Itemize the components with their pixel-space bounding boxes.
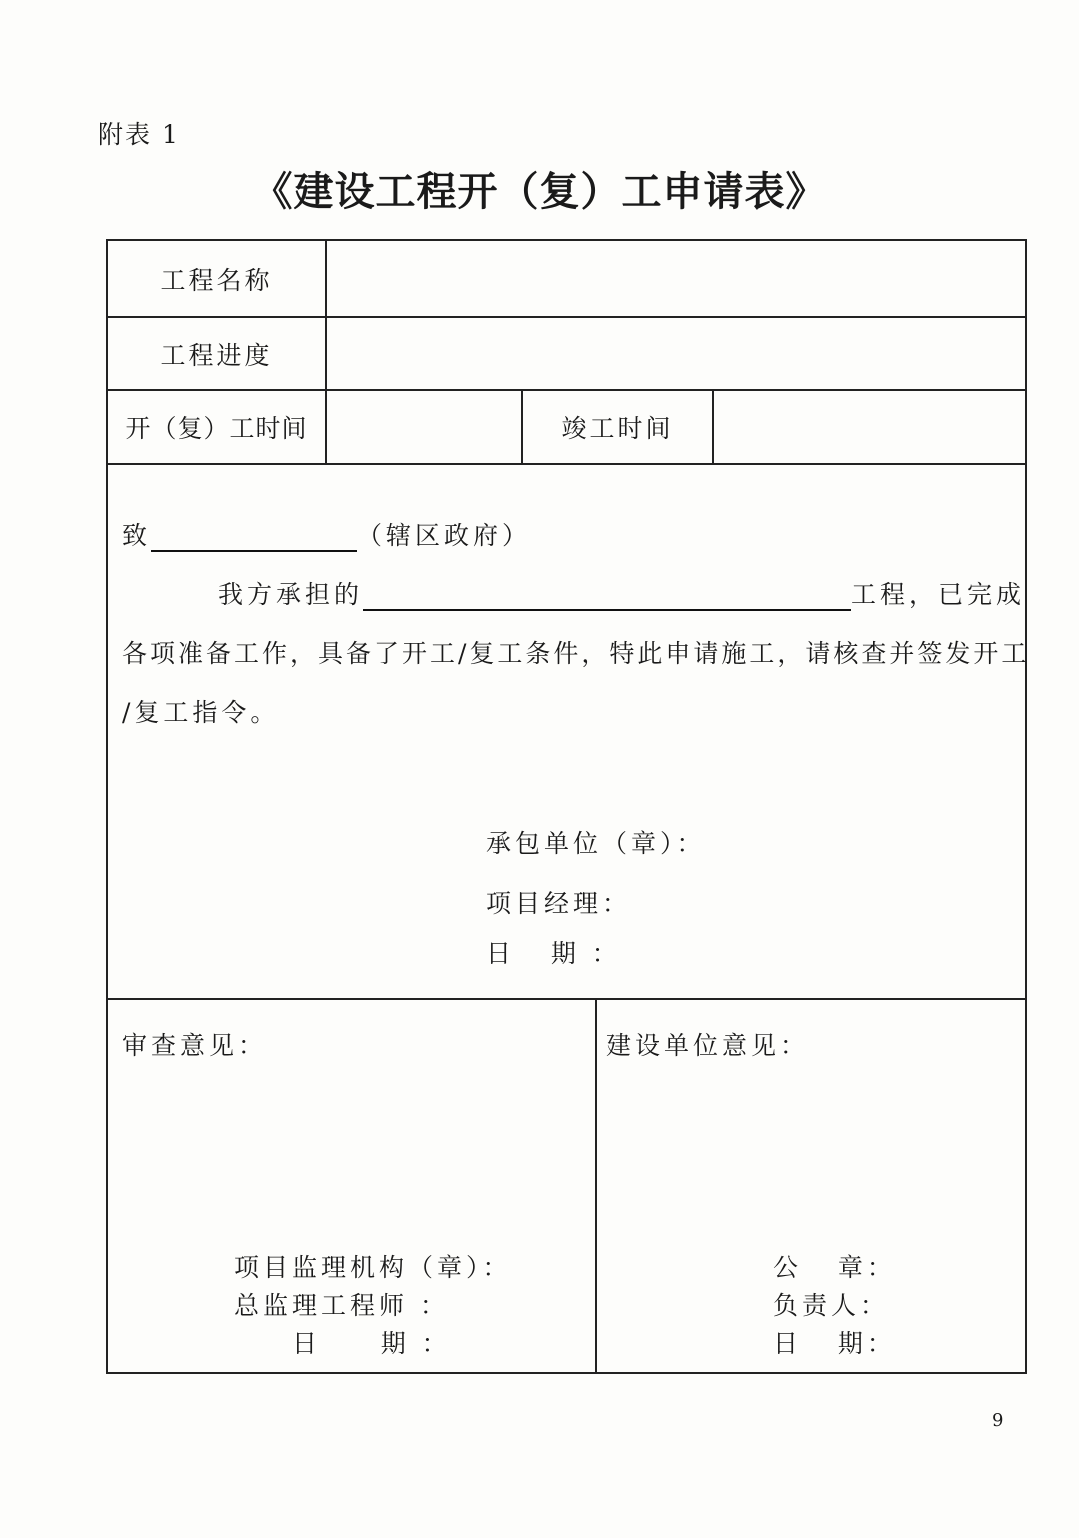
completion-time-field[interactable] (714, 391, 1025, 463)
supervisor-org-label: 项目监理机构（章）： (234, 1253, 512, 1282)
recipient-line (122, 516, 531, 552)
row-divider (108, 998, 1025, 1000)
application-date-label: 日 期 ： (486, 939, 621, 968)
start-time-field[interactable] (327, 391, 521, 463)
application-line-1 (218, 575, 1025, 611)
completion-time-label: 竣工时间 (561, 414, 674, 443)
project-progress-label: 工程进度 (160, 340, 273, 370)
recipient-prefix: 致 (122, 521, 152, 550)
application-line-2: 各项准备工作，具备了开工/复工条件，特此申请施工，请核查并签发开工 (122, 639, 1030, 668)
row-divider (108, 463, 1025, 465)
project-name-label: 工程名称 (160, 265, 273, 295)
attachment-label: 附表 1 (98, 120, 180, 149)
line1-suffix: 工程，已完成 (851, 580, 1026, 609)
start-time-label: 开（复）工时间 (125, 414, 308, 443)
review-date-label: 日 期 ： (292, 1329, 451, 1358)
project-progress-field[interactable] (327, 318, 1025, 389)
project-name-field[interactable] (327, 241, 1025, 316)
column-divider (595, 998, 597, 1372)
responsible-person-label: 负责人： (773, 1291, 890, 1320)
owner-opinion-label: 建设单位意见： (606, 1031, 810, 1060)
form-title: 《建设工程开（复）工申请表》 (252, 168, 827, 215)
review-opinion-label: 审查意见： (122, 1031, 268, 1060)
recipient-suffix: （辖区政府） (357, 521, 532, 550)
project-blank[interactable] (363, 583, 851, 611)
project-manager-label: 项目经理： (486, 889, 632, 918)
page-number: 9 (992, 1410, 1004, 1431)
chief-engineer-label: 总监理工程师 ： (234, 1291, 449, 1320)
application-form (106, 239, 1030, 1374)
line1-prefix: 我方承担的 (218, 580, 364, 609)
application-line-3: /复工指令。 (122, 698, 280, 727)
recipient-blank[interactable] (151, 524, 357, 552)
owner-date-label: 日 期： (773, 1329, 896, 1358)
owner-seal-label: 公 章： (773, 1253, 896, 1282)
contractor-seal-label: 承包单位（章）： (486, 829, 706, 858)
